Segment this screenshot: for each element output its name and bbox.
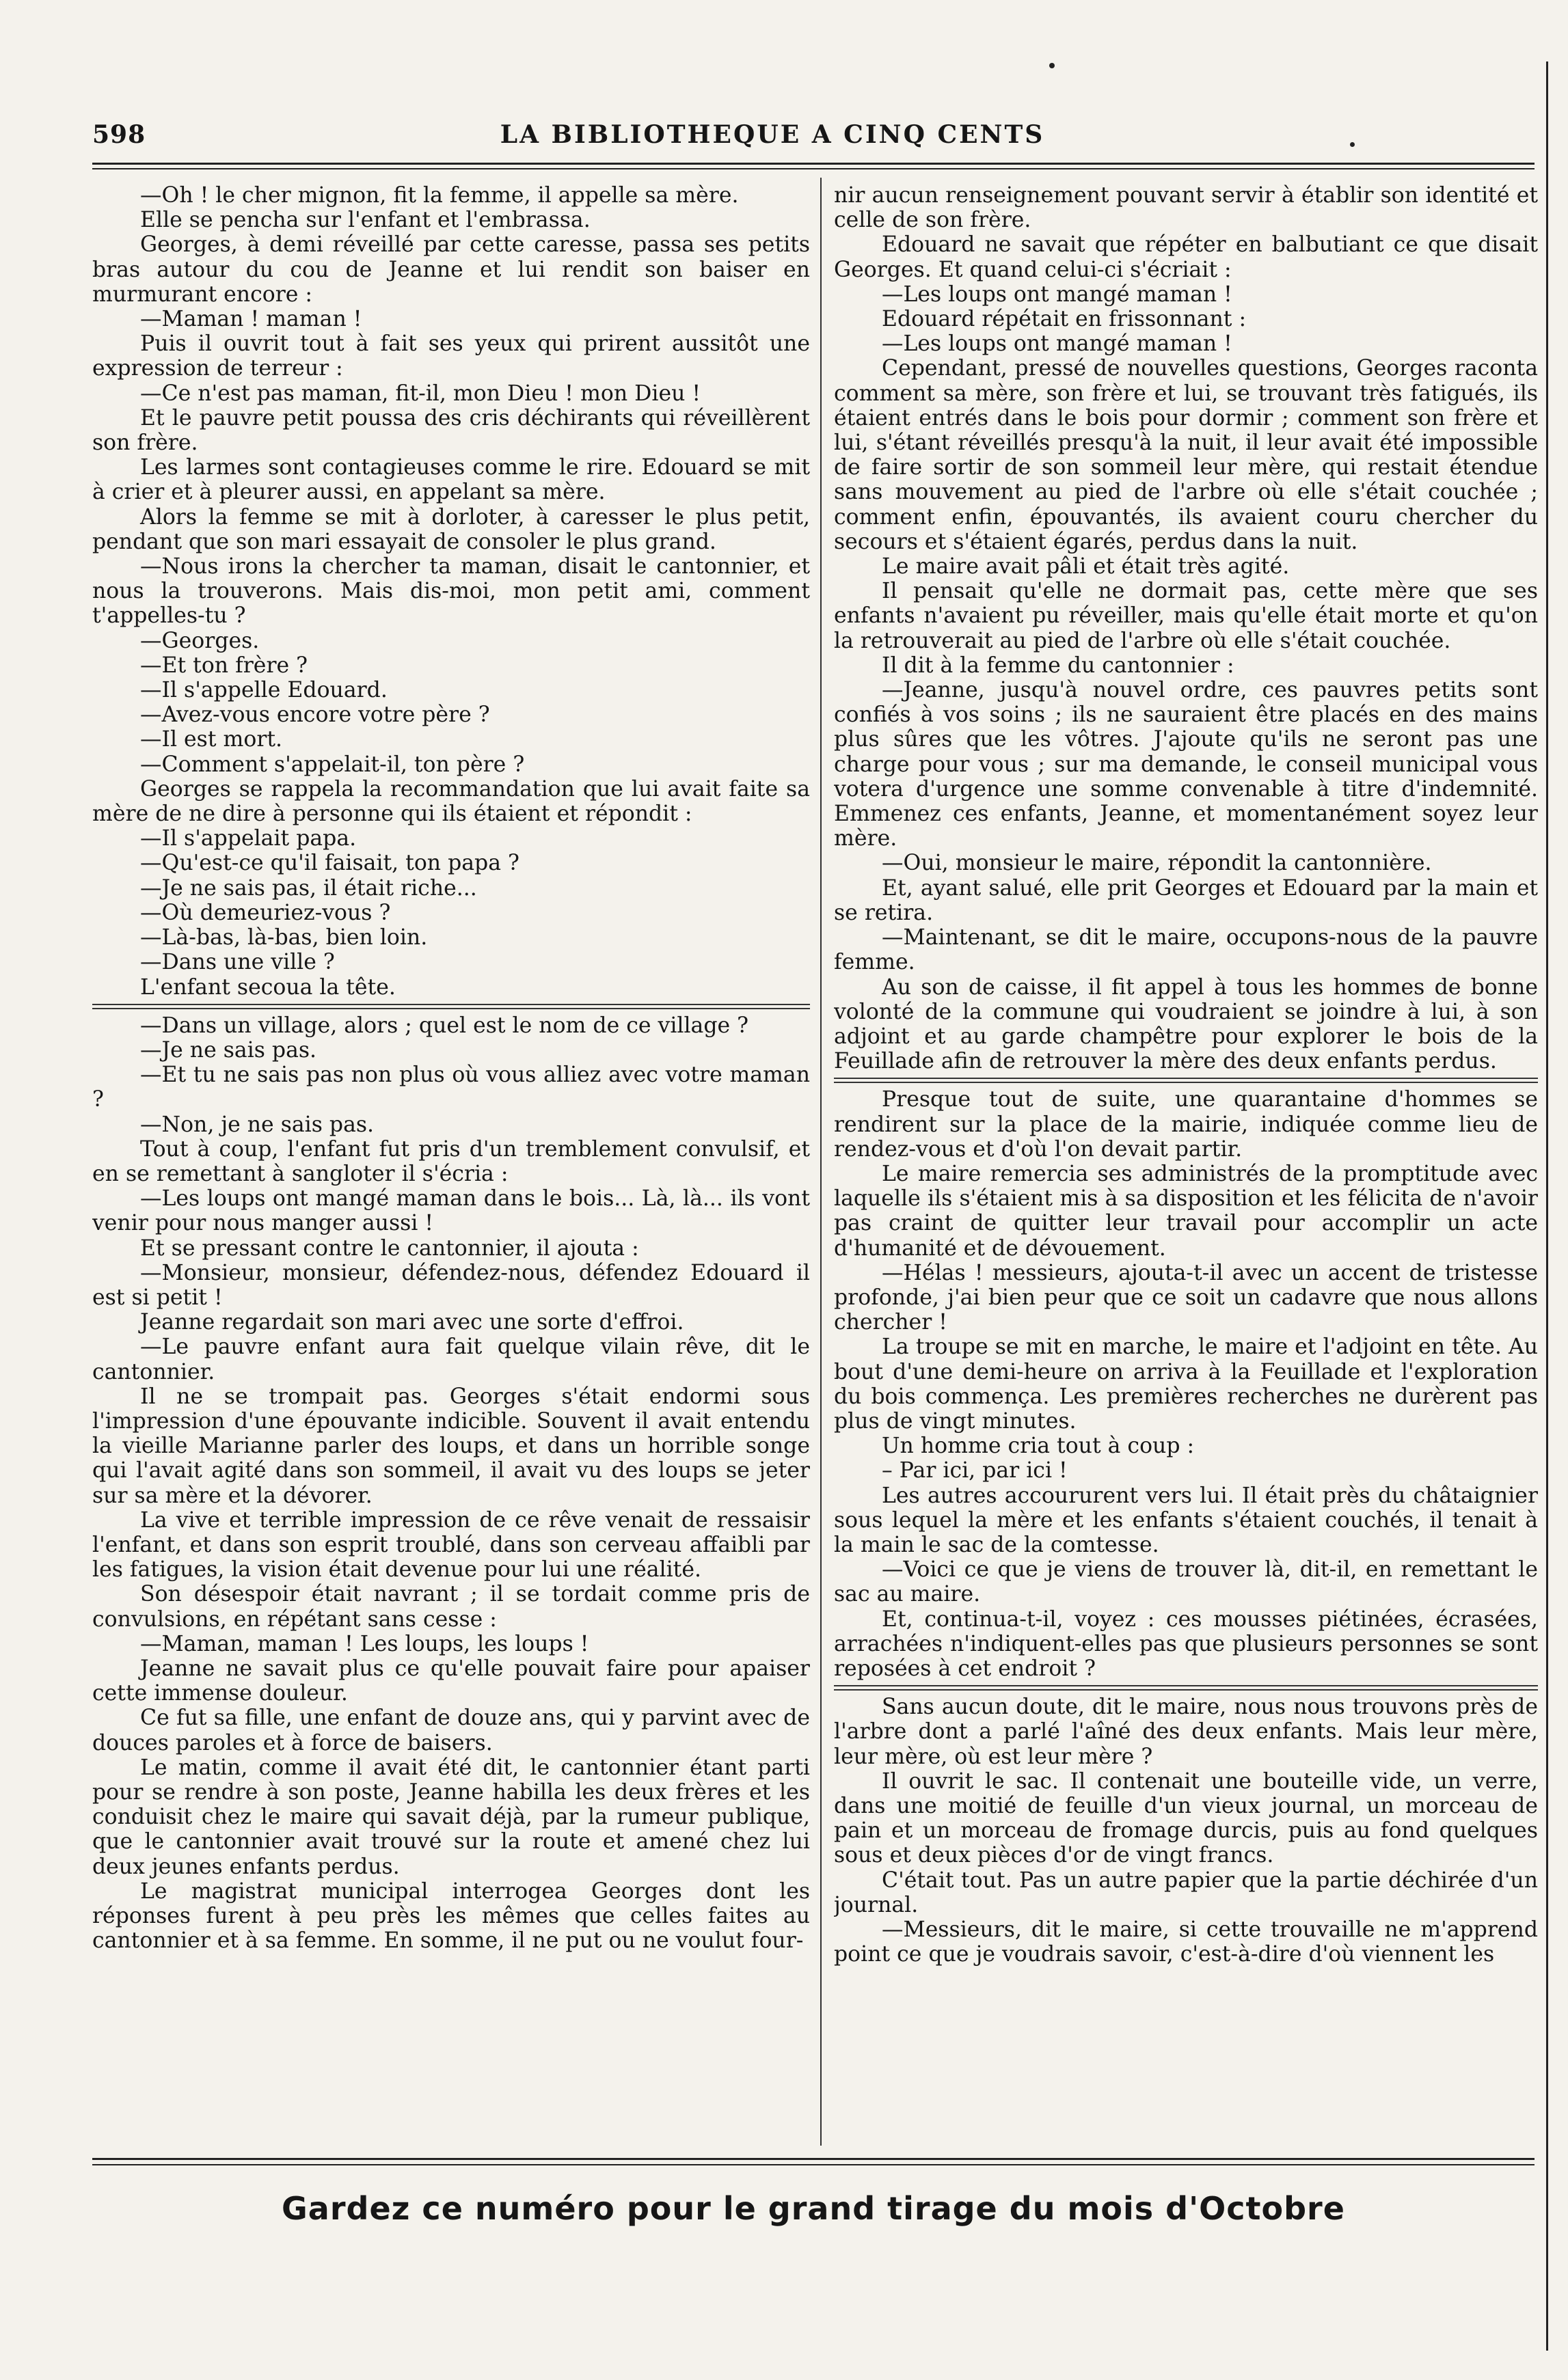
paragraph: —Et tu ne sais pas non plus où vous alliez avec votre maman ? bbox=[92, 1063, 810, 1112]
paragraph: Jeanne regardait son mari avec une sorte d'effroi. bbox=[140, 1310, 684, 1335]
paragraph: Un homme cria tout à coup : bbox=[882, 1434, 1195, 1459]
footer-rule bbox=[92, 2158, 1535, 2160]
paragraph: —Jeanne, jusqu'à nouvel ordre, ces pauvres petits sont confiés à vos soins ; ils ne sauraient être placés en des mains plus sûres que les vôtres. J'ajoute qu'ils ne seront pas une charge pour vous ; sur ma demande, le conseil municipal vous votera d'urgence une somme convenable à titre d'indemnité. Emmenez ces enfants, Jeanne, et momentanément soyez leur mère. bbox=[834, 678, 1538, 851]
paragraph: – Par ici, par ici ! bbox=[882, 1458, 1068, 1483]
paragraph: —Les loups ont mangé maman ! bbox=[882, 331, 1232, 357]
ink-speck bbox=[1350, 142, 1355, 147]
paragraph: Jeanne ne savait plus ce qu'elle pouvait faire pour apaiser cette immense douleur. bbox=[92, 1656, 810, 1706]
paragraph: Il dit à la femme du cantonnier : bbox=[882, 653, 1234, 678]
page-number: 598 bbox=[92, 120, 146, 149]
paragraph: —Qu'est-ce qu'il faisait, ton papa ? bbox=[140, 851, 519, 876]
paragraph: Il pensait qu'elle ne dormait pas, cette mère que ses enfants n'avaient pu réveiller, mais qu'elle était morte et qu'on la retrouverait au pied de l'arbre où elle s'était couchée. bbox=[834, 579, 1538, 653]
paragraph: Et se pressant contre le cantonnier, il ajouta : bbox=[140, 1235, 639, 1261]
paragraph: —Je ne sais pas. bbox=[140, 1037, 317, 1063]
paragraph: Elle se pencha sur l'enfant et l'embrassa. bbox=[140, 208, 591, 233]
paragraph: —Maman, maman ! Les loups, les loups ! bbox=[140, 1631, 589, 1656]
paragraph: Et le pauvre petit poussa des cris déchirants qui réveillèrent son frère. bbox=[92, 405, 810, 456]
paragraph: —Où demeuriez-vous ? bbox=[140, 900, 391, 925]
paragraph: —Dans une ville ? bbox=[140, 950, 335, 975]
paragraph: Georges se rappela la recommandation que lui avait faite sa mère de ne dire à personne qui ils étaient et répondit : bbox=[92, 776, 810, 827]
running-title: LA BIBLIOTHEQUE A CINQ CENTS bbox=[500, 120, 1045, 149]
column-divider bbox=[820, 178, 822, 2146]
section-separator bbox=[834, 1685, 1538, 1691]
paragraph: —Les loups ont mangé maman dans le bois... Là, là... ils vont venir pour nous manger aussi ! bbox=[92, 1186, 810, 1236]
page-header bbox=[92, 115, 1452, 157]
paragraph: —Nous irons la chercher ta maman, disait le cantonnier, et nous la trouverons. Mais dis-moi, mon petit ami, comment t'appelles-tu ? bbox=[92, 554, 810, 629]
paragraph: Ce fut sa fille, une enfant de douze ans, qui y parvint avec de douces paroles et à force de baisers. bbox=[92, 1706, 810, 1755]
page-edge-line bbox=[1546, 61, 1548, 2351]
paragraph: —Le pauvre enfant aura fait quelque vilain rêve, dit le cantonnier. bbox=[92, 1335, 810, 1384]
paragraph: Au son de caisse, il fit appel à tous les hommes de bonne volonté de la commune qui voudraient se joindre à lui, à son adjoint et au garde champêtre pour explorer le bois de la Feuillade afin de retrouver la mère des deux enfants perdus. bbox=[834, 974, 1538, 1074]
paragraph: —Et ton frère ? bbox=[140, 653, 308, 678]
paragraph: —Il est mort. bbox=[140, 727, 283, 752]
paragraph: —Georges. bbox=[140, 628, 260, 653]
paragraph: —Oh ! le cher mignon, fit la femme, il appelle sa mère. bbox=[140, 183, 739, 208]
paragraph: Edouard ne savait que répéter en balbutiant ce que disait Georges. Et quand celui-ci s'écriait : bbox=[834, 232, 1538, 282]
paragraph: —Il s'appelait papa. bbox=[140, 826, 357, 851]
paragraph: —Maman ! maman ! bbox=[140, 307, 362, 332]
paragraph: —Messieurs, dit le maire, si cette trouvaille ne m'apprend point ce que je voudrais savoir, c'est-à-dire d'où viennent les bbox=[834, 1917, 1538, 1967]
paragraph: Tout à coup, l'enfant fut pris d'un tremblement convulsif, et en se remettant à sangloter il s'écria : bbox=[92, 1136, 810, 1186]
paragraph: Il ne se trompait pas. Georges s'était endormi sous l'impression d'une épouvante indicible. Souvent il avait entendu la vieille Marianne parler des loups, et dans un horrible songe qui l'avait agité dans son sommeil, il avait vu des loups se jeter sur sa mère et la dévorer. bbox=[92, 1384, 810, 1508]
paragraph: —Voici ce que je viens de trouver là, dit-il, en remettant le sac au maire. bbox=[834, 1557, 1538, 1607]
left-column bbox=[92, 183, 810, 2151]
paragraph: —Non, je ne sais pas. bbox=[140, 1112, 375, 1137]
paragraph: —Comment s'appelait-il, ton père ? bbox=[140, 752, 525, 777]
section-separator bbox=[92, 1004, 810, 1009]
paragraph: Et, ayant salué, elle prit Georges et Edouard par la main et se retira. bbox=[834, 875, 1538, 925]
paragraph: —Là-bas, là-bas, bien loin. bbox=[140, 925, 428, 950]
ink-speck bbox=[1049, 63, 1055, 68]
header-rule bbox=[92, 168, 1535, 169]
paragraph: Sans aucun doute, dit le maire, nous nous trouvons près de l'arbre dont a parlé l'aîné des deux enfants. Mais leur mère, leur mère, où est leur mère ? bbox=[834, 1695, 1538, 1769]
paragraph: L'enfant secoua la tête. bbox=[140, 974, 396, 1000]
paragraph: —Maintenant, se dit le maire, occupons-nous de la pauvre femme. bbox=[834, 925, 1538, 975]
paragraph: Alors la femme se mit à dorloter, à caresser le plus petit, pendant que son mari essayait de consoler le plus grand. bbox=[92, 504, 810, 554]
paragraph: Georges, à demi réveillé par cette caresse, passa ses petits bras autour du cou de Jeanne et lui rendit son baiser en murmurant encore : bbox=[92, 232, 810, 307]
paragraph: Les autres accoururent vers lui. Il était près du châtaignier sous lequel la mère et les enfants s'étaient couchés, il tenait à la main le sac de la comtesse. bbox=[834, 1483, 1538, 1557]
paragraph: Il ouvrit le sac. Il contenait une bouteille vide, un verre, dans une moitié de feuille d'un vieux journal, un morceau de pain et un morceau de fromage durcis, puis au fond quelques sous et deux pièces d'or de vingt francs. bbox=[834, 1768, 1538, 1868]
paragraph: La vive et terrible impression de ce rêve venait de ressaisir l'enfant, et dans son esprit troublé, dans son cerveau affaibli par les fatigues, la vision était devenue pour lui une réalité. bbox=[92, 1507, 810, 1583]
header-rule bbox=[92, 163, 1535, 165]
footer-notice: Gardez ce numéro pour le grand tirage du mois d'Octobre bbox=[282, 2190, 1345, 2227]
paragraph: Puis il ouvrit tout à fait ses yeux qui prirent aussitôt une expression de terreur : bbox=[92, 331, 810, 381]
paragraph: —Oui, monsieur le maire, répondit la cantonnière. bbox=[882, 851, 1432, 876]
right-column bbox=[834, 183, 1538, 2151]
paragraph: Presque tout de suite, une quarantaine d'hommes se rendirent sur la place de la mairie, indiquée comme lieu de rendez-vous et d'où l'on devait partir. bbox=[834, 1087, 1538, 1162]
paragraph: —Ce n'est pas maman, fit-il, mon Dieu ! mon Dieu ! bbox=[140, 381, 701, 406]
paragraph: Le maire remercia ses administrés de la promptitude avec laquelle ils s'étaient mis à sa disposition et les félicita de n'avoir pas craint de quitter leur travail pour accomplir un acte d'humanité et de dévouement. bbox=[834, 1161, 1538, 1261]
paragraph: Son désespoir était navrant ; il se tordait comme pris de convulsions, en répétant sans cesse : bbox=[92, 1582, 810, 1632]
paragraph: C'était tout. Pas un autre papier que la partie déchirée d'un journal. bbox=[834, 1868, 1538, 1917]
paragraph: —Avez-vous encore votre père ? bbox=[140, 702, 490, 728]
paragraph: —Je ne sais pas, il était riche... bbox=[140, 875, 477, 901]
paragraph: —Il s'appelle Edouard. bbox=[140, 678, 388, 703]
footer-rule bbox=[92, 2164, 1535, 2165]
paragraph: nir aucun renseignement pouvant servir à établir son identité et celle de son frère. bbox=[834, 183, 1538, 233]
paragraph: Cependant, pressé de nouvelles questions, Georges raconta comment sa mère, son frère et lui, se trouvant très fatigués, ils étaient entrés dans le bois pour dormir ; comment son frère et lui, s'étant réveillés presqu'à la nuit, il leur avait été impossible de faire sortir de son sommeil leur mère, qui restait étendue sans mouvement au pied de l'arbre où elle s'était couchée ; comment enfin, épouvantés, ils avaient couru chercher du secours et s'étaient égarés, perdus dans la nuit. bbox=[834, 356, 1538, 554]
paragraph: —Monsieur, monsieur, défendez-nous, défendez Edouard il est si petit ! bbox=[92, 1260, 810, 1310]
paragraph: —Hélas ! messieurs, ajouta-t-il avec un accent de tristesse profonde, j'ai bien peur que ce soit un cadavre que nous allons chercher ! bbox=[834, 1260, 1538, 1335]
section-separator bbox=[834, 1078, 1538, 1083]
paragraph: —Les loups ont mangé maman ! bbox=[882, 282, 1232, 307]
paragraph: Edouard répétait en frissonnant : bbox=[882, 307, 1247, 332]
paragraph: La troupe se mit en marche, le maire et l'adjoint en tête. Au bout d'une demi-heure on arriva à la Feuillade et l'exploration du bois commença. Les premières recherches ne durèrent pas plus de vingt minutes. bbox=[834, 1335, 1538, 1434]
paragraph: Le maire avait pâli et était très agité. bbox=[882, 554, 1290, 579]
paragraph: Les larmes sont contagieuses comme le rire. Edouard se mit à crier et à pleurer aussi, en appelant sa mère. bbox=[92, 455, 810, 505]
paragraph: Le magistrat municipal interrogea Georges dont les réponses furent à peu près les mêmes que celles faites au cantonnier et à sa femme. En somme, il ne put ou ne voulut four- bbox=[92, 1878, 810, 1954]
paragraph: —Dans un village, alors ; quel est le nom de ce village ? bbox=[140, 1013, 749, 1038]
paragraph: Le matin, comme il avait été dit, le cantonnier étant parti pour se rendre à son poste, Jeanne habilla les deux frères et les conduisit chez le maire qui savait déjà, par la rumeur publique, que le cantonnier avait trouvé sur la route et amené chez lui deux jeunes enfants perdus. bbox=[92, 1755, 810, 1879]
paragraph: Et, continua-t-il, voyez : ces mousses piétinées, écrasées, arrachées n'indiquent-elles pas que plusieurs personnes se sont reposées à cet endroit ? bbox=[834, 1606, 1538, 1681]
